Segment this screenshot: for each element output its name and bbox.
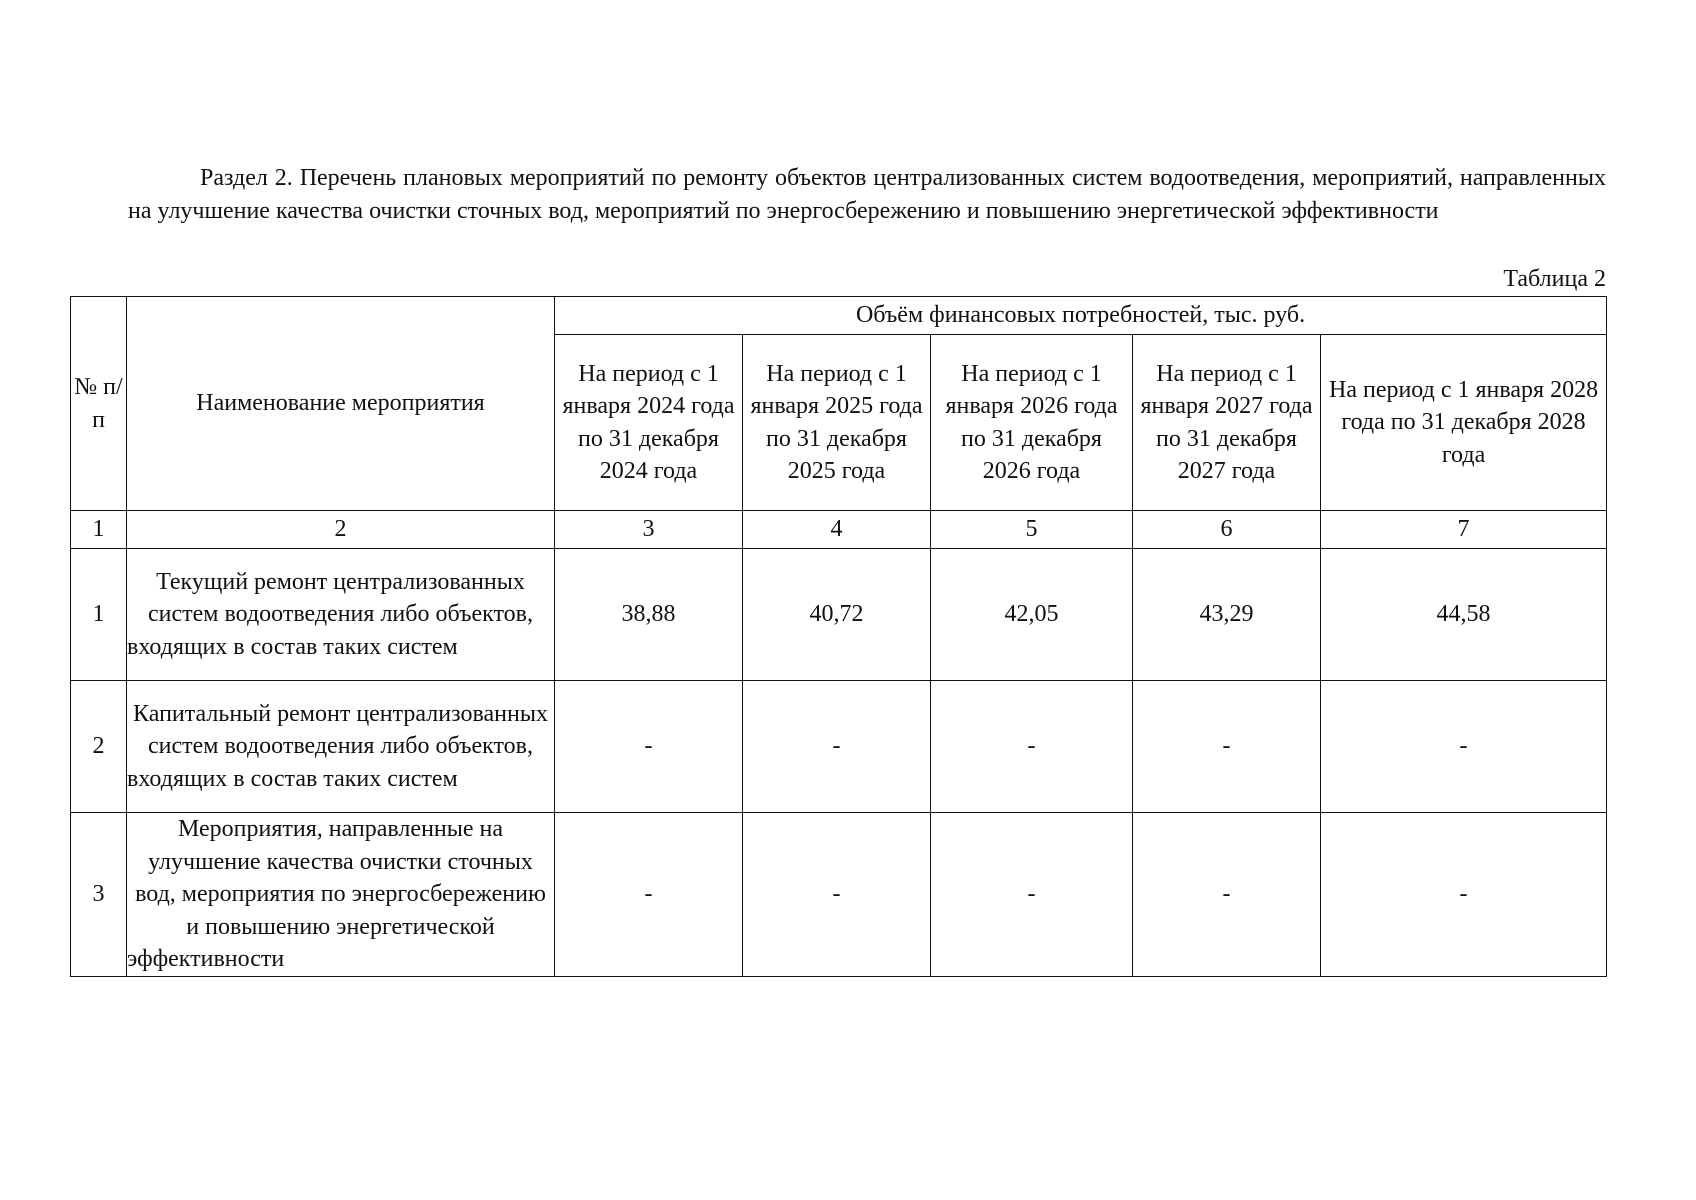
header-period-2025: На период с 1 января 2025 года по 31 декабря 2025 года [750, 360, 923, 484]
row-num-cell: 3 [71, 813, 127, 977]
row-value-cell: - [743, 681, 931, 813]
column-number-cell: 4 [743, 511, 931, 549]
row-num-cell: 2 [71, 681, 127, 813]
row-value-cell: - [1321, 681, 1607, 813]
row-value-cell: - [1133, 813, 1321, 977]
row-value-cell: - [743, 813, 931, 977]
row-name-cell: Капитальный ремонт централизованных систем водоотведения либо объектов, входящих в состав таких систем [127, 681, 555, 813]
column-number-cell: 6 [1133, 511, 1321, 549]
row-value-cell: - [931, 681, 1133, 813]
table-label: Таблица 2 [1503, 266, 1606, 292]
row-name-cell: Мероприятия, направленные на улучшение качества очистки сточных вод, мероприятия по энергосбережению и повышению энергетической эффективности [127, 813, 555, 977]
header-num-cell [71, 297, 127, 511]
header-period-cell [931, 335, 1133, 511]
header-period-cell [555, 335, 743, 511]
header-name-label: Наименование мероприятия [196, 390, 485, 417]
header-num-label: № п/п [74, 374, 123, 433]
header-group-cell [555, 297, 1607, 335]
row-name-cell: Текущий ремонт централизованных систем водоотведения либо объектов, входящих в состав таких систем [127, 549, 555, 681]
row-value-cell: - [555, 813, 743, 977]
table-row [71, 549, 1607, 681]
header-period-cell [743, 335, 931, 511]
column-number-cell: 7 [1321, 511, 1607, 549]
header-period-cell [1321, 335, 1607, 511]
row-num-cell: 1 [71, 549, 127, 681]
table-row [71, 813, 1607, 977]
header-period-2024: На период с 1 января 2024 года по 31 декабря 2024 года [562, 360, 735, 484]
column-number-cell: 3 [555, 511, 743, 549]
header-period-2028: На период с 1 января 2028 года по 31 декабря 2028 года [1328, 376, 1599, 468]
header-row-top [71, 297, 1607, 335]
column-number-cell: 2 [127, 511, 555, 549]
row-value-cell: 40,72 [743, 549, 931, 681]
row-value-cell: 44,58 [1321, 549, 1607, 681]
section-heading: Раздел 2. Перечень плановых мероприятий по ремонту объектов централизованных систем водоотведения, мероприятий, направленных на улучшение качества очистки сточных вод, мероприятий по энергосбережению и повышению энергетической эффективности [128, 165, 1606, 224]
plan-table [70, 296, 1607, 977]
row-value-cell: 43,29 [1133, 549, 1321, 681]
header-name-cell [127, 297, 555, 511]
header-period-2026: На период с 1 января 2026 года по 31 декабря 2026 года [945, 360, 1118, 484]
row-value-cell: - [1321, 813, 1607, 977]
header-group-label: Объём финансовых потребностей, тыс. руб. [855, 302, 1306, 329]
column-number-cell: 5 [931, 511, 1133, 549]
row-value-cell: - [931, 813, 1133, 977]
column-number-cell: 1 [71, 511, 127, 549]
row-value-cell: 38,88 [555, 549, 743, 681]
column-number-row [71, 511, 1607, 549]
header-period-cell [1133, 335, 1321, 511]
row-value-cell: - [1133, 681, 1321, 813]
header-period-2027: На период с 1 января 2027 года по 31 декабря 2027 года [1140, 360, 1313, 484]
row-value-cell: 42,05 [931, 549, 1133, 681]
table-row [71, 681, 1607, 813]
row-value-cell: - [555, 681, 743, 813]
